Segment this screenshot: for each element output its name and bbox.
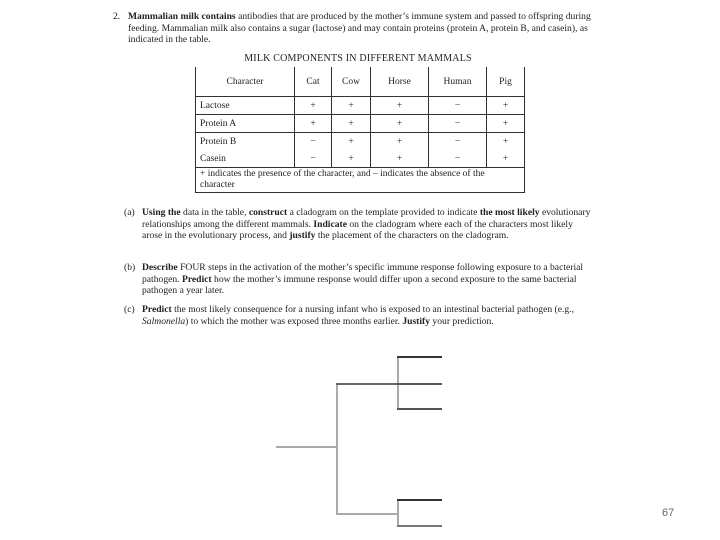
cell: +	[487, 97, 525, 115]
t: FOUR steps in the activation of the mother’s specific immune response following exposure to a bacterial pathogen.	[142, 262, 584, 285]
t: the most likely consequence for a nursing infant who is exposed to an intestinal bacterial pathogen (e.g.,	[171, 304, 574, 315]
cell: −	[295, 133, 332, 151]
part-a	[124, 207, 594, 242]
table-footnote-row	[196, 168, 525, 193]
question-intro	[113, 11, 623, 46]
part-b	[124, 262, 604, 297]
table-row	[196, 115, 525, 133]
cladogram-node	[336, 383, 338, 514]
t: construct	[248, 207, 288, 218]
table-row	[196, 150, 525, 168]
cladogram-branch	[336, 513, 397, 515]
part-b-label: (b)	[124, 262, 136, 273]
t: Describe	[142, 262, 178, 273]
intro-text: antibodies that are produced by the mother’s immune system and passed to offspring during feeding. Mammalian milk also contains a sugar (lactose) and may contain proteins (protein A, protein B, and casein), as indicated in the table.	[128, 11, 591, 46]
t: Predict	[181, 273, 212, 285]
cladogram-tip	[397, 408, 442, 410]
cell: −	[429, 97, 487, 115]
t: justify	[289, 230, 316, 242]
t: a cladogram on the template provided to indicate	[287, 207, 480, 218]
cladogram-root	[276, 446, 336, 448]
intro-bold: Mammalian milk contains	[128, 11, 236, 22]
header-cat: Cat	[295, 67, 332, 97]
cell: −	[295, 150, 332, 168]
cell: −	[429, 115, 487, 133]
cladogram-node	[397, 499, 399, 526]
cell: +	[487, 133, 525, 151]
cell: +	[371, 115, 429, 133]
t: data in the table,	[180, 207, 249, 218]
t: the most likely	[479, 207, 540, 218]
header-horse: Horse	[371, 67, 429, 97]
cladogram-tip	[397, 356, 442, 358]
t: ) to which the mother was exposed three months earlier.	[185, 315, 403, 327]
header-cow: Cow	[342, 76, 360, 87]
header-human: Human	[429, 67, 487, 97]
t: your prediction.	[430, 315, 494, 327]
cell: +	[371, 133, 429, 151]
table-title: MILK COMPONENTS IN DIFFERENT MAMMALS	[244, 53, 472, 64]
cell: +	[371, 97, 429, 115]
page-number: 67	[662, 507, 675, 519]
t: evolutionary relationships among the different mammals.	[142, 207, 591, 230]
t: Justify	[402, 315, 431, 327]
milk-components-table	[195, 67, 525, 193]
part-c	[124, 304, 609, 327]
question-number: 2.	[113, 11, 121, 22]
cell: +	[371, 150, 429, 168]
header-character: Character	[196, 67, 295, 97]
cell: +	[487, 150, 525, 168]
cell: +	[348, 153, 354, 164]
row-character: Protein B	[196, 133, 295, 151]
cladogram-tip	[397, 383, 442, 385]
table-footnote: + indicates the presence of the character, and – indicates the absence of the character	[196, 168, 525, 193]
cell: +	[332, 97, 371, 115]
cell: −	[429, 133, 487, 151]
part-a-label: (a)	[124, 207, 135, 218]
row-character: Casein	[196, 150, 295, 168]
cell: +	[295, 115, 332, 133]
cladogram-tip	[397, 499, 442, 501]
cell: +	[295, 97, 332, 115]
t: Indicate	[313, 218, 347, 230]
t: Using the	[142, 207, 181, 218]
t: Predict	[142, 304, 172, 315]
t: on the cladogram where each of the characters most likely arose in the evolutionary process, and	[142, 218, 573, 242]
cell: +	[332, 115, 371, 133]
cell: −	[429, 150, 487, 168]
t: the placement of the characters on the cladogram.	[315, 230, 509, 242]
row-character: Lactose	[196, 97, 295, 115]
cell: +	[332, 133, 371, 151]
row-character: Protein A	[196, 115, 295, 133]
cladogram-tip	[397, 525, 442, 527]
part-c-label: (c)	[124, 304, 135, 315]
cladogram-branch	[336, 383, 398, 385]
header-pig: Pig	[487, 67, 525, 97]
t: Salmonella	[142, 315, 186, 327]
table-row	[196, 97, 525, 115]
table-row	[196, 133, 525, 151]
table-header-row	[196, 67, 525, 97]
cell: +	[487, 115, 525, 133]
t: how the mother’s immune response would differ upon a second exposure to the same bacterial pathogen a year later.	[142, 273, 577, 297]
